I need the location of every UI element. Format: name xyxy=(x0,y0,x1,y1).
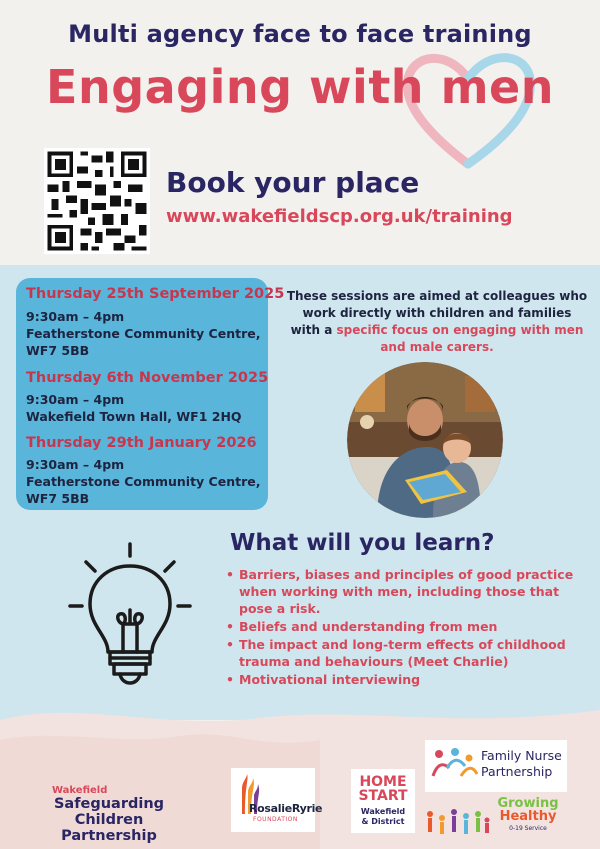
growing-healthy-sub: 0-19 Service xyxy=(509,825,547,832)
session-time: 9:30am – 4pm xyxy=(26,309,125,324)
session-date: Thursday 25th September 2025 xyxy=(26,286,285,302)
growing-healthy-line1: Growing xyxy=(497,796,559,811)
list-item: • The impact and long-term effects of childhood trauma and behaviours (Meet Charlie) xyxy=(224,636,574,670)
session-time: 9:30am – 4pm xyxy=(26,392,125,407)
family-nurse-partnership-logo xyxy=(425,740,567,792)
children-silhouettes-icon xyxy=(424,800,492,840)
home-start-sub2: & District xyxy=(361,817,405,826)
home-start-sub1: Wakefield xyxy=(360,807,406,816)
wscp-logo xyxy=(20,785,198,844)
session-venue: Wakefield Town Hall, WF1 2HQ xyxy=(26,409,242,424)
session-venue-postcode: WF7 5BB xyxy=(26,343,90,358)
growing-healthy-line2: Healthy xyxy=(499,809,557,824)
home-start-line1: HOME xyxy=(359,774,407,790)
list-item: • Barriers, biases and principles of good practice when working with men, including those that pose a risk. xyxy=(224,566,574,617)
session-date: Thursday 29th January 2026 xyxy=(26,435,257,451)
growing-healthy-logo xyxy=(492,795,564,839)
wscp-logo-top: Wakefield xyxy=(52,785,108,796)
rosalie-ryrie-logo xyxy=(231,768,323,832)
home-start-line2: START xyxy=(358,788,408,804)
father-reading-photo xyxy=(347,362,503,518)
wscp-logo-line1: Safeguarding Children xyxy=(53,796,165,828)
course-subtitle: Multi agency face to face training xyxy=(68,20,532,48)
session-date: Thursday 6th November 2025 xyxy=(26,370,269,386)
fnp-line1: Family Nurse xyxy=(481,748,562,763)
wscp-logo-line2: Partnership xyxy=(61,828,157,844)
intro-text-highlight: specific focus on engaging with men and male carers. xyxy=(336,323,584,354)
intro-text xyxy=(286,288,588,356)
session-venue-postcode: WF7 5BB xyxy=(26,491,90,506)
session-venue: Featherstone Community Centre, xyxy=(26,326,261,341)
learn-heading: What will you learn? xyxy=(230,530,495,556)
fnp-line2: Partnership xyxy=(481,764,553,779)
intro-text-main: These sessions are aimed at colleagues who work directly with children and families with a xyxy=(286,289,588,337)
book-heading: Book your place xyxy=(166,166,420,199)
session-time: 9:30am – 4pm xyxy=(26,457,125,472)
booking-link[interactable]: www.wakefieldscp.org.uk/training xyxy=(166,206,513,227)
lightbulb-icon xyxy=(68,540,193,700)
rosalie-ryrie-sub: FOUNDATION xyxy=(253,816,298,823)
family-figures-icon xyxy=(429,746,479,786)
list-item: • Beliefs and understanding from men xyxy=(224,618,574,635)
session-venue: Featherstone Community Centre, xyxy=(26,474,261,489)
course-title: Engaging with men xyxy=(46,60,554,114)
session-dates-panel xyxy=(16,278,285,510)
home-start-logo xyxy=(351,769,415,833)
list-item: • Motivational interviewing xyxy=(224,671,574,688)
learn-list xyxy=(224,566,574,689)
qr-code[interactable] xyxy=(44,148,150,254)
rosalie-ryrie-name: RosalieRyrie xyxy=(249,802,323,815)
